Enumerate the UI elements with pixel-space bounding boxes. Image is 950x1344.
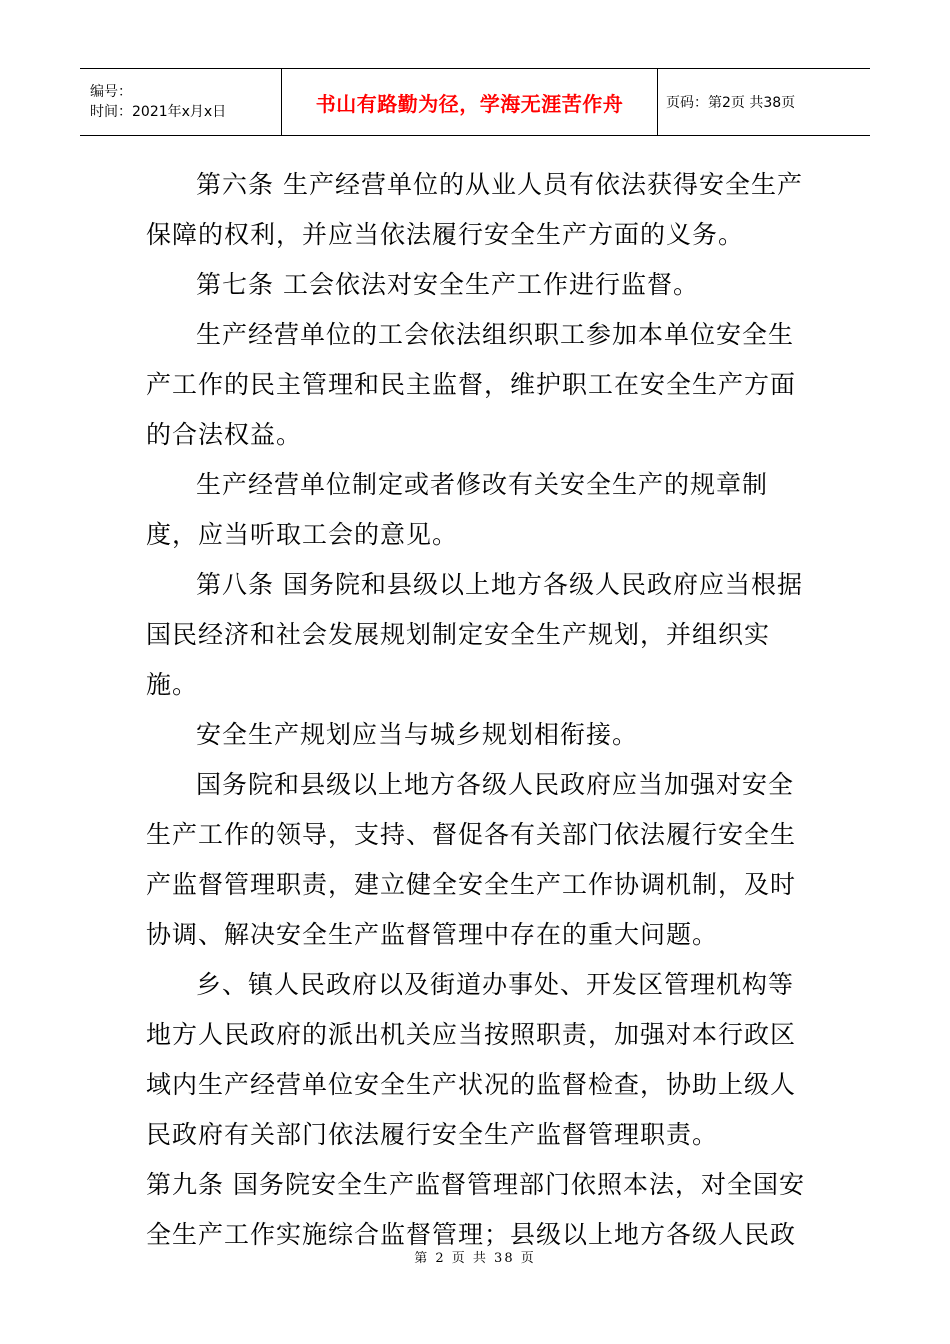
page-header [80, 68, 870, 136]
page-footer: 第 2 页 共 38 页 [414, 1251, 536, 1266]
paragraph-article-7: 第七条 工会依法对安全生产工作进行监督。 [196, 270, 699, 299]
header-page-info-cell [658, 69, 870, 135]
paragraph-township-government: 乡、镇人民政府以及街道办事处、开发区管理机构等地方人民政府的派出机关应当按照职责，加强对本行政区域内生产经营单位安全生产状况的监督检查，协助上级人民政府有关部门依法履行安全生产监督管理职责。 [146, 970, 797, 1149]
document-date-label: 时间：2021年x月x日 [90, 104, 227, 120]
paragraph-article-6: 第六条 生产经营单位的从业人员有依法获得安全生产保障的权利，并应当依法履行安全生产方面的义务。 [146, 170, 803, 249]
paragraph-government-leadership: 国务院和县级以上地方各级人民政府应当加强对安全生产工作的领导，支持、督促各有关部门依法履行安全生产监督管理职责，建立健全安全生产工作协调机制，及时协调、解决安全生产监督管理中存在的重大问题。 [146, 770, 797, 949]
header-motto-cell [282, 69, 658, 135]
paragraph-union-participation: 生产经营单位的工会依法组织职工参加本单位安全生产工作的民主管理和民主监督，维护职工在安全生产方面的合法权益。 [146, 320, 797, 449]
header-page-info: 页码：第2页 共38页 [666, 95, 796, 111]
paragraph-article-9: 第九条 国务院安全生产监督管理部门依照本法，对全国安全生产工作实施综合监督管理；县级以上地方各级人民政 [146, 1170, 805, 1249]
paragraph-union-opinion: 生产经营单位制定或者修改有关安全生产的规章制度，应当听取工会的意见。 [146, 470, 769, 549]
paragraph-planning: 安全生产规划应当与城乡规划相衔接。 [196, 720, 639, 749]
header-motto: 书山有路勤为径，学海无涯苦作舟 [315, 91, 624, 116]
header-meta [80, 69, 282, 135]
paragraph-article-8: 第八条 国务院和县级以上地方各级人民政府应当根据国民经济和社会发展规划制定安全生产规划，并组织实施。 [146, 570, 803, 699]
document-number-label: 编号： [90, 84, 132, 100]
document-body [146, 160, 806, 1260]
